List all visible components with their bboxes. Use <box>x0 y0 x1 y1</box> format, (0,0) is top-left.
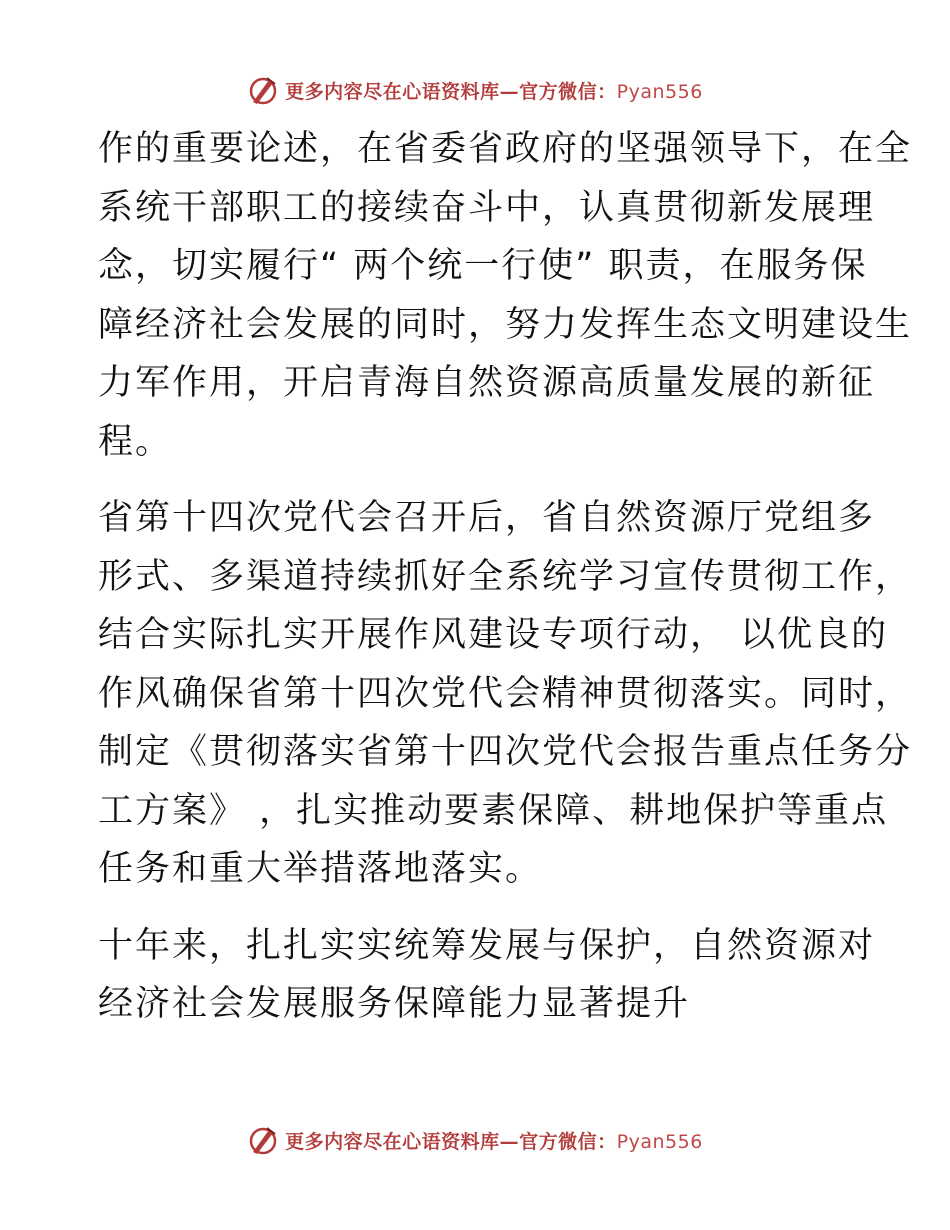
text-line: 念，切实履行“ 两个统一行使” 职责，在服务保 <box>98 246 868 286</box>
watermark-wechat-id: Pyan556 <box>616 80 703 103</box>
document-body <box>98 120 913 1034</box>
text-line: 作风确保省第十四次党代会精神贯彻落实。同时， <box>98 673 913 714</box>
text-line: 程。 <box>98 421 173 462</box>
text-line: 任务和重大举措落地落实。 <box>98 849 543 889</box>
footer-watermark <box>0 1120 950 1160</box>
paragraph <box>98 917 876 1034</box>
text-line: 经济社会发展服务保障能力显著提升 <box>98 984 691 1024</box>
header-watermark <box>0 70 950 110</box>
text-line: 工方案》 ，扎实推动要素保障、耕地保护等重点 <box>98 790 889 831</box>
text-line: 形式、多渠道持续抓好全系统学习宣传贯彻工作， <box>98 556 913 597</box>
text-line: 障经济社会发展的同时，努力发挥生态文明建设生 <box>98 304 913 345</box>
watermark-text <box>285 1127 703 1154</box>
paragraph <box>98 489 913 899</box>
text-line: 省第十四次党代会召开后，省自然资源厅党组多 <box>98 498 876 538</box>
watermark-wechat-id: Pyan556 <box>616 1130 703 1153</box>
watermark-label: 更多内容尽在心语资料库—官方微信： <box>285 80 617 103</box>
text-line: 力军作用，开启青海自然资源高质量发展的新征 <box>98 363 876 403</box>
text-line: 制定《贯彻落实省第十四次党代会报告重点任务分 <box>98 732 913 772</box>
text-line: 十年来，扎扎实实统筹发展与保护，自然资源对 <box>98 925 876 966</box>
text-line: 结合实际扎实开展作风建设专项行动， 以优良的 <box>98 615 889 655</box>
watermark-text <box>285 77 703 104</box>
text-line: 系统干部职工的接续奋斗中，认真贯彻新发展理 <box>98 187 876 228</box>
paragraph <box>98 120 913 471</box>
text-line: 作的重要论述，在省委省政府的坚强领导下，在全 <box>98 129 913 169</box>
quill-logo-icon <box>247 74 279 106</box>
watermark-label: 更多内容尽在心语资料库—官方微信： <box>285 1130 617 1153</box>
quill-logo-icon <box>247 1124 279 1156</box>
